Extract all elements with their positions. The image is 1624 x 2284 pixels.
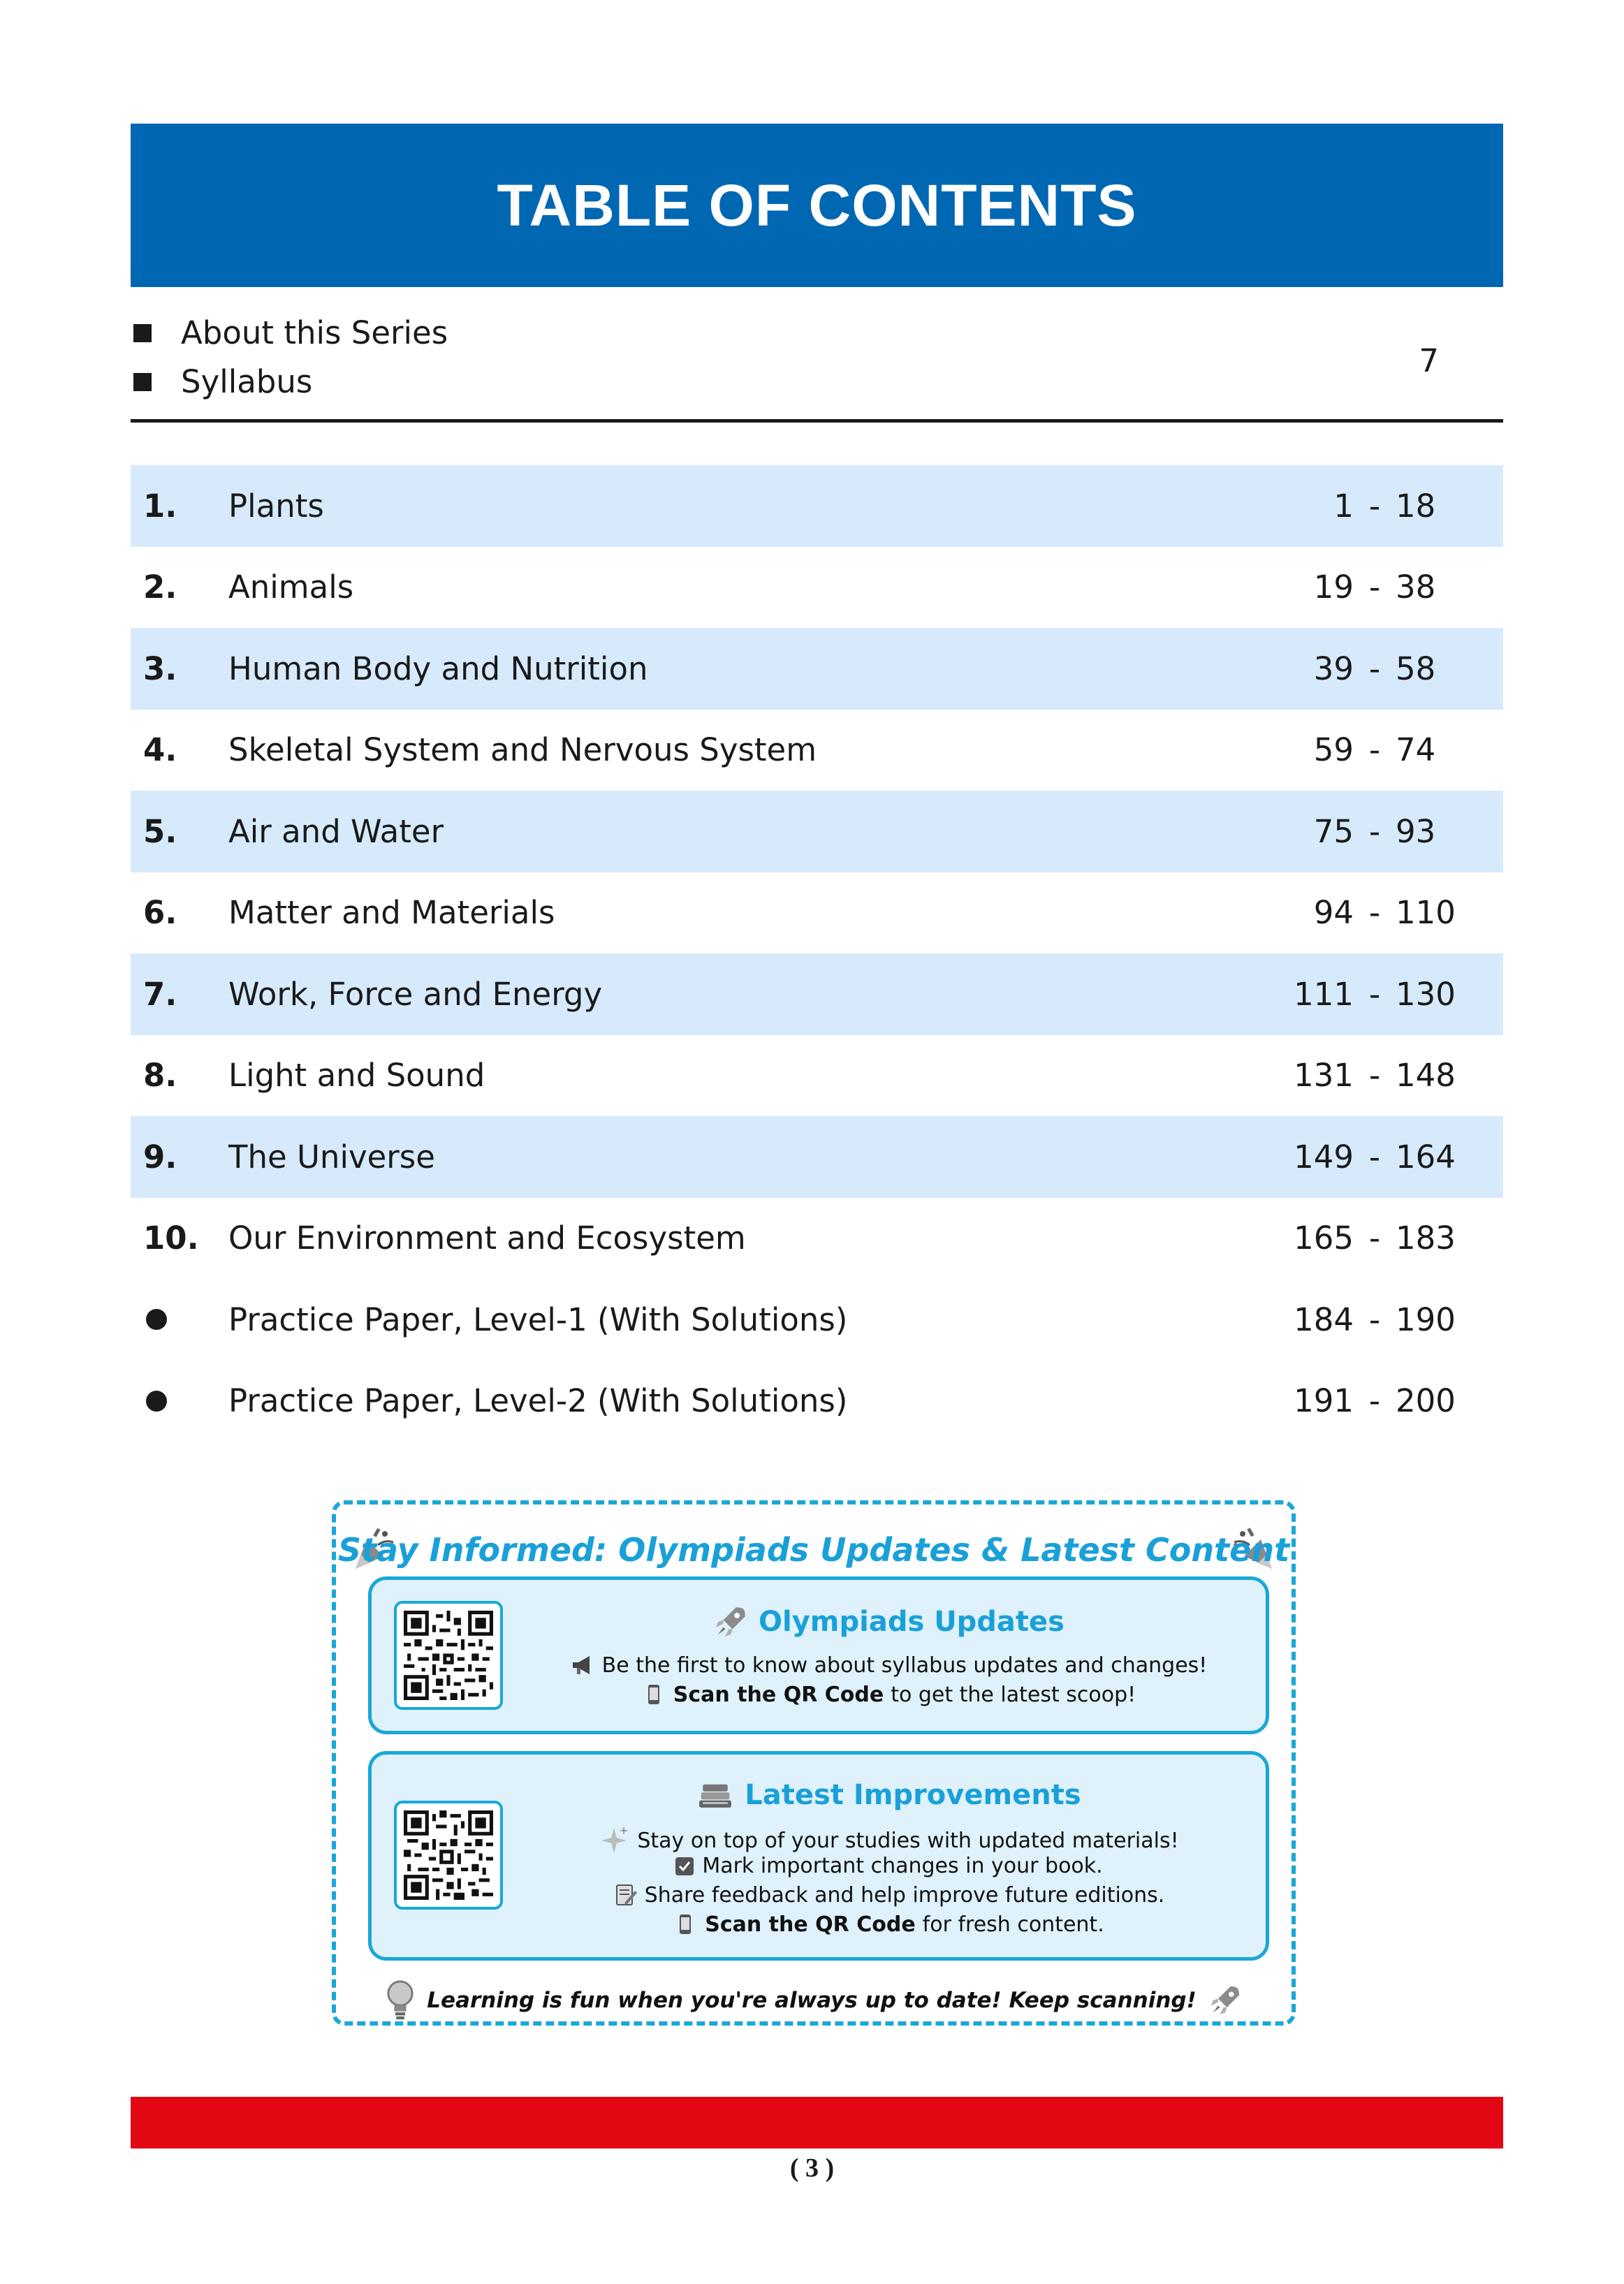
toc-row[interactable] [131,1279,1503,1361]
light-bulb-icon [385,1979,416,2021]
megaphone-icon [570,1653,595,1678]
square-bullet-icon [133,324,152,342]
panel-title-updates: Olympiads Updates [525,1604,1252,1640]
toc-title: Human Body and Nutrition [228,650,648,687]
prelim-label: Syllabus [181,363,313,400]
square-bullet-icon [133,373,152,391]
toc-row[interactable] [131,710,1503,791]
page-title: TABLE OF CONTENTS [497,172,1137,238]
page-range-dash: - [1368,569,1381,606]
page-range-dash: - [1368,975,1381,1013]
page-end: 18 [1396,487,1436,525]
toc-number: 2. [143,569,177,606]
page-range-dash: - [1368,1138,1381,1176]
toc-number: 7. [143,975,177,1013]
toc-page-range [1270,1382,1458,1419]
toc-title: Our Environment and Ecosystem [228,1220,746,1257]
page-end: 190 [1396,1301,1456,1338]
toc-row[interactable] [131,791,1503,872]
toc-page-range [1270,1220,1458,1257]
toc-row[interactable] [131,465,1503,547]
prelim-label: About this Series [181,314,448,351]
toc-number: 8. [143,1057,177,1095]
page-start: 165 [1294,1220,1354,1257]
rocket-icon [712,1604,749,1640]
bullet-icon [131,1391,228,1412]
footer-bar [131,2097,1503,2148]
toc-number: 3. [143,650,177,687]
toc-table [131,465,1503,1442]
toc-page-range [1270,1139,1458,1176]
prelims-section [131,300,1503,423]
header-banner [131,124,1503,287]
circle-bullet-icon [146,1391,167,1412]
toc-page-range [1270,976,1458,1013]
page-start: 149 [1294,1138,1354,1176]
toc-number: 9. [143,1138,177,1176]
page-start: 19 [1313,569,1354,606]
toc-page-range [1270,894,1458,931]
check-box-icon [674,1856,695,1877]
toc-title: Animals [228,569,354,606]
toc-title: Practice Paper, Level-2 (With Solutions) [228,1382,848,1420]
qr-code-updates[interactable] [394,1601,503,1710]
panel-line: Be the first to know about syllabus updates and changes! [525,1653,1252,1678]
page-end: 200 [1396,1382,1456,1420]
toc-page-range [1270,1057,1458,1094]
toc-row[interactable] [131,953,1503,1035]
toc-page-range [1270,731,1458,768]
page-start: 111 [1294,975,1354,1013]
toc-title: Skeletal System and Nervous System [228,731,817,769]
page-range-dash: - [1368,487,1381,525]
page-range-dash: - [1368,731,1381,769]
prelim-item-about[interactable] [131,314,448,351]
toc-row[interactable] [131,1035,1503,1117]
toc-page-range [1270,488,1458,525]
toc-row[interactable] [131,547,1503,629]
toc-number: 5. [143,812,177,850]
qr-code-icon [404,1810,493,1900]
page-end: 58 [1396,650,1436,687]
page-range-dash: - [1368,1382,1381,1420]
page-end: 110 [1396,894,1456,932]
panel-line: Share feedback and help improve future editions. [525,1882,1252,1908]
page-end: 164 [1396,1138,1456,1176]
page-end: 130 [1396,975,1456,1013]
toc-row[interactable] [131,872,1503,954]
toc-page-range [1270,1301,1458,1338]
info-box [332,1500,1296,2026]
prelim-page-number: 7 [1419,342,1439,379]
qr-code-icon [404,1611,493,1700]
sparkles-icon [598,1824,630,1857]
toc-page-range [1270,813,1458,850]
panel-line: Scan the QR Code to get the latest scoop! [525,1682,1252,1707]
toc-title: Matter and Materials [228,894,555,932]
toc-title: Practice Paper, Level-1 (With Solutions) [228,1301,848,1338]
toc-number: 1. [143,487,177,525]
toc-title: Work, Force and Energy [228,975,603,1013]
page-start: 131 [1294,1057,1354,1095]
toc-row[interactable] [131,1198,1503,1280]
page-range-dash: - [1368,650,1381,687]
panel-title-improvements: Latest Improvements [525,1778,1252,1812]
phone-icon [673,1912,698,1937]
panel-line: Mark important changes in your book. [525,1854,1252,1878]
page-range-dash: - [1368,812,1381,850]
prelim-item-syllabus[interactable] [131,363,312,400]
info-heading: Stay Informed: Olympiads Updates & Latest Content [337,1531,1290,1569]
circle-bullet-icon [146,1309,167,1330]
page-range-dash: - [1368,1057,1381,1095]
rocket-icon [1208,1983,1243,2018]
page-number: ( 3 ) [789,2153,835,2183]
toc-number: 10. [143,1220,199,1257]
toc-title: Air and Water [228,812,444,850]
memo-icon [613,1882,638,1908]
panel-line: Stay on top of your studies with updated materials! [525,1824,1252,1857]
page-start: 59 [1313,731,1354,769]
toc-page-range [1270,650,1458,687]
page-range-dash: - [1368,1220,1381,1257]
page-start: 94 [1313,894,1354,932]
page-end: 38 [1396,569,1436,606]
page-start: 1 [1333,487,1354,525]
toc-title: Light and Sound [228,1057,485,1095]
page-start: 39 [1313,650,1354,687]
page-start: 184 [1294,1301,1354,1338]
toc-row[interactable] [131,1361,1503,1442]
phone-icon [641,1682,666,1707]
toc-title: The Universe [228,1138,435,1176]
toc-row[interactable] [131,1116,1503,1198]
page-end: 183 [1396,1220,1456,1257]
qr-code-improvements[interactable] [394,1801,503,1910]
bullet-icon [131,1309,228,1330]
page-range-dash: - [1368,894,1381,932]
page-end: 93 [1396,812,1436,850]
olympiads-updates-panel [368,1576,1269,1734]
toc-page-range [1270,569,1458,606]
page-end: 74 [1396,731,1436,769]
toc-number: 6. [143,894,177,932]
info-footer: Learning is fun when you're always up to date! Keep scanning! [336,1979,1292,2021]
toc-title: Plants [228,487,324,525]
page-range-dash: - [1368,1301,1381,1338]
books-icon [696,1778,735,1812]
toc-row[interactable] [131,628,1503,710]
latest-improvements-panel [368,1751,1269,1961]
panel-line: Scan the QR Code for fresh content. [525,1912,1252,1937]
page-start: 75 [1313,812,1354,850]
page-start: 191 [1294,1382,1354,1420]
toc-number: 4. [143,731,177,769]
page-end: 148 [1396,1057,1456,1095]
